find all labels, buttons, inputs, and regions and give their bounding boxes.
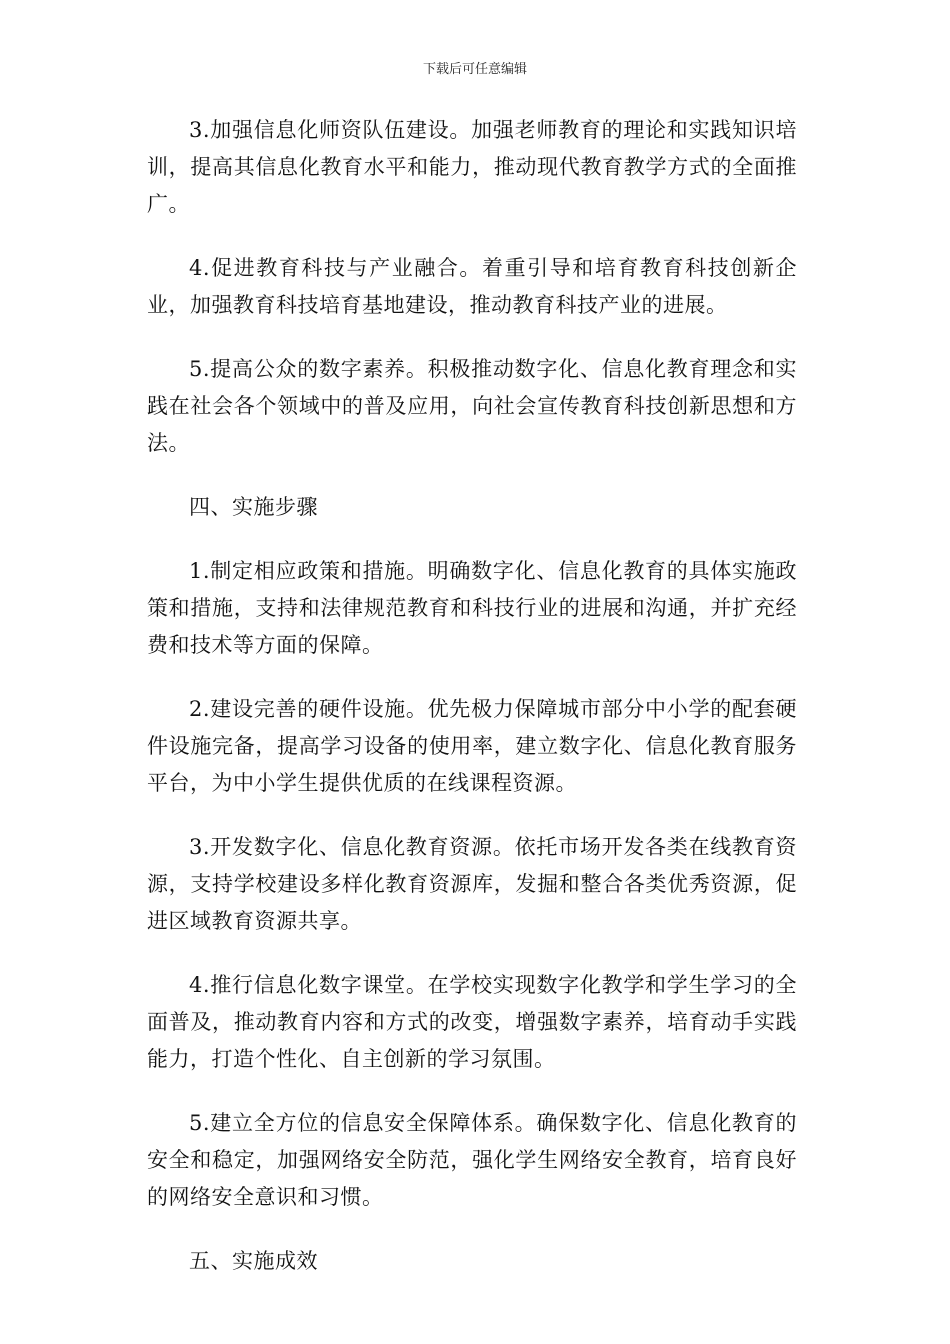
page-header-note: 下载后可任意编辑	[422, 62, 527, 77]
section-heading-implementation-steps: 四、实施步骤	[189, 495, 318, 519]
document-body	[147, 112, 797, 1307]
paragraph-digital-classroom: 4.推行信息化数字课堂。在学校实现数字化教学和学生学习的全面普及，推动教育内容和方式的改变，增强数字素养，培育动手实践能力，打造个性化、自主创新的学习氛围。	[147, 973, 797, 1071]
paragraph-hardware-facilities: 2.建设完善的硬件设施。优先极力保障城市部分中小学的配套硬件设施完备，提高学习设备的使用率，建立数字化、信息化教育服务平台，为中小学生提供优质的在线课程资源。	[147, 697, 797, 795]
paragraph-policy-measures: 1.制定相应政策和措施。明确数字化、信息化教育的具体实施政策和措施，支持和法律规范教育和科技行业的进展和沟通，并扩充经费和技术等方面的保障。	[147, 559, 797, 657]
paragraph-education-resources: 3.开发数字化、信息化教育资源。依托市场开发各类在线教育资源，支持学校建设多样化教育资源库，发掘和整合各类优秀资源，促进区域教育资源共享。	[147, 835, 797, 933]
section-heading-implementation-results: 五、实施成效	[189, 1249, 318, 1273]
paragraph-digital-literacy: 5.提高公众的数字素养。积极推动数字化、信息化教育理念和实践在社会各个领域中的普及应用，向社会宣传教育科技创新思想和方法。	[147, 357, 797, 455]
paragraph-security-system: 5.建立全方位的信息安全保障体系。确保数字化、信息化教育的安全和稳定，加强网络安全防范，强化学生网络安全教育，培育良好的网络安全意识和习惯。	[147, 1111, 797, 1209]
paragraph-industry-integration: 4.促进教育科技与产业融合。着重引导和培育教育科技创新企业，加强教育科技培育基地建设，推动教育科技产业的进展。	[147, 256, 797, 317]
paragraph-teacher-training: 3.加强信息化师资队伍建设。加强老师教育的理论和实践知识培训，提高其信息化教育水平和能力，推动现代教育教学方式的全面推广。	[147, 118, 797, 216]
